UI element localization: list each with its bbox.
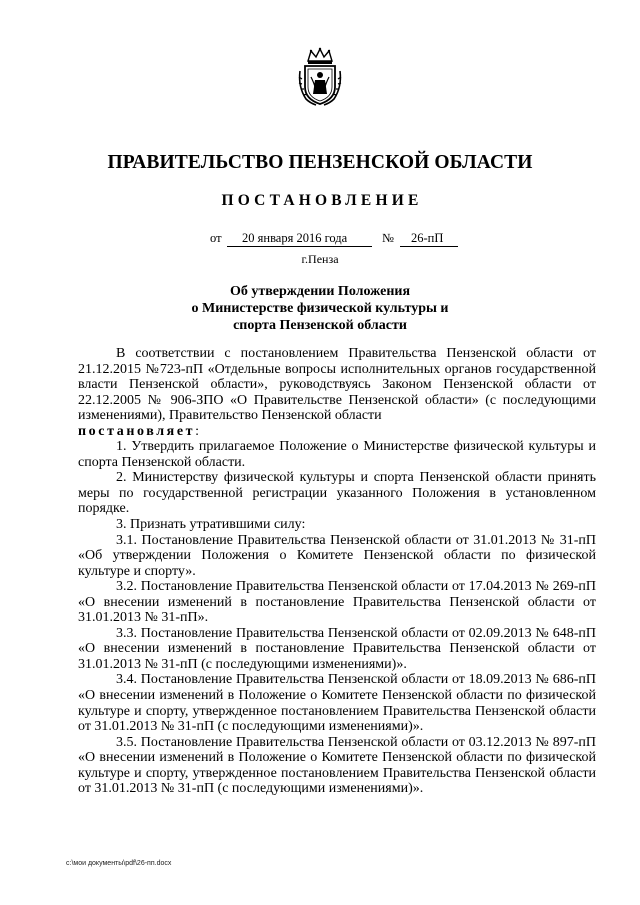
subject-line: Об утверждении Положения	[229, 284, 411, 299]
document-number: 26-пП	[411, 231, 444, 245]
decree-word: постановляет	[78, 423, 196, 439]
subject-line: о Министерстве физической культуры и	[191, 301, 449, 316]
date-underline	[227, 246, 372, 247]
document-date: 20 января 2016 года	[242, 231, 348, 245]
coat-of-arms-icon	[296, 47, 344, 107]
list-item: 3.1. Постановление Правительства Пензенской области от 31.01.2013 № 31-пП «Об утверждении Положения о Комитете Пензенской области по физической культуре и спорту».	[78, 532, 596, 579]
list-item: 2. Министерству физической культуры и спорта Пензенской области принять меры по государственной регистрации указанного Положения в установленном порядке.	[78, 470, 596, 517]
number-label: №	[382, 231, 394, 245]
list-item: 3.4. Постановление Правительства Пензенской области от 18.09.2013 № 686-пП «О внесении изменений в Положение о Комитете Пензенской области по физической культуре и спорту, утвержденное постановлением Правительства Пензенской области от 31.01.2013 № 31-пП (с последующими изменениями)».	[78, 672, 596, 735]
list-item: 1. Утвердить прилагаемое Положение о Министерстве физической культуры и спорта Пензенской области.	[78, 439, 596, 470]
intro-paragraph: В соответствии с постановлением Правительства Пензенской области от 21.12.2015 №723-пП «Отдельные вопросы исполнительных органов государственной власти Пензенской области», руководствуясь Законом Пензенской области от 22.12.2005 № 906-ЗПО «О Правительстве Пензенской области» (с последующими изменениями), Правительство Пензенской области	[78, 346, 596, 424]
document-subject	[0, 283, 640, 334]
file-path-footer: c:\мои документы\pdf\26-пп.docx	[66, 860, 172, 867]
city: г.Пенза	[301, 252, 339, 266]
list-item: 3.5. Постановление Правительства Пензенской области от 03.12.2013 № 897-пП «О внесении изменений в Положение о Комитете Пензенской области по физической культуре и спорту, утвержденное постановлением Правительства Пензенской области от 31.01.2013 № 31-пП (с последующими изменениями)».	[78, 734, 596, 797]
document-type: ПОСТАНОВЛЕНИЕ	[221, 192, 423, 209]
list-item: 3. Признать утратившими силу:	[116, 517, 306, 533]
decree-colon: :	[195, 423, 200, 439]
subject-line: спорта Пензенской области	[233, 318, 407, 333]
list-item: 3.3. Постановление Правительства Пензенской области от 02.09.2013 № 648-пП «О внесении изменений в постановление Правительства Пензенской области от 31.01.2013 № 31-пП (с последующими изменениями)».	[78, 625, 596, 672]
government-title: ПРАВИТЕЛЬСТВО ПЕНЗЕНСКОЙ ОБЛАСТИ	[107, 152, 533, 173]
document-body	[78, 346, 596, 797]
from-label: от	[210, 231, 222, 245]
number-underline	[400, 246, 458, 247]
decree-line	[78, 424, 596, 440]
list-item: 3.2. Постановление Правительства Пензенской области от 17.04.2013 № 269-пП «О внесении изменений в постановление Правительства Пензенской области от 31.01.2013 № 31-пП».	[78, 579, 596, 626]
